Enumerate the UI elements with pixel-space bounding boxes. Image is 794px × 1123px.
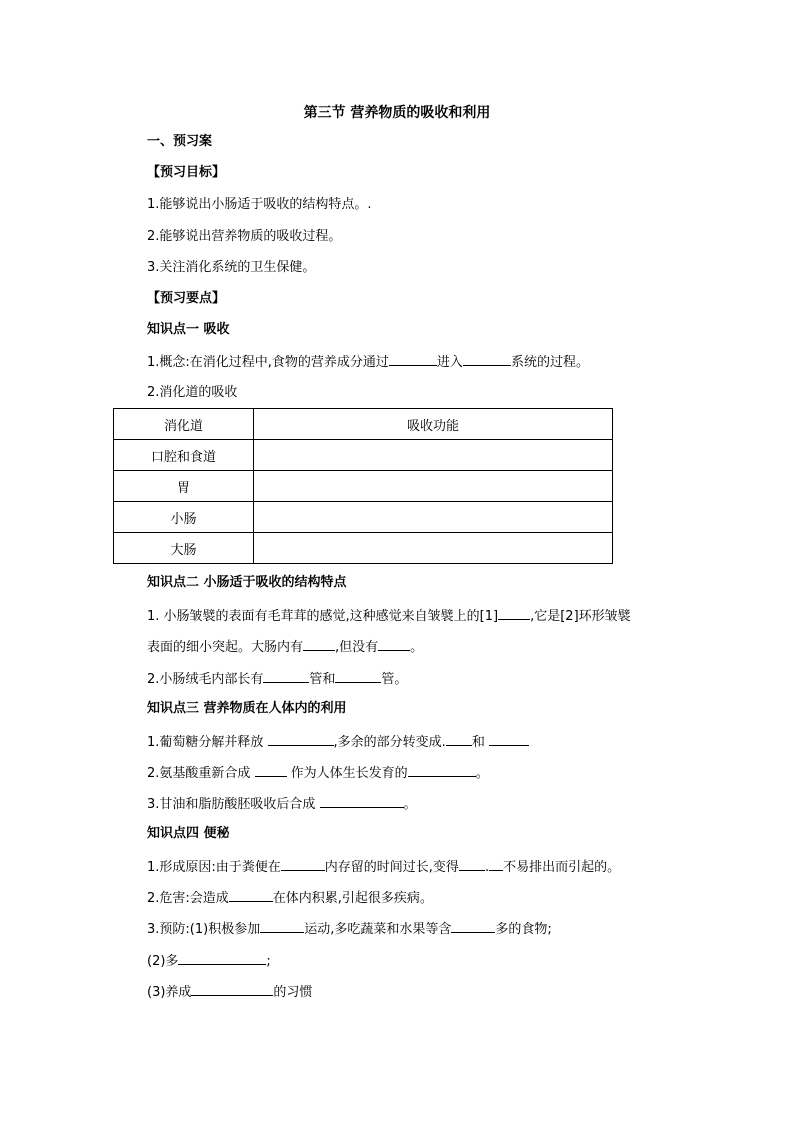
table-header-cell: 吸收功能 <box>254 409 613 440</box>
table-row <box>114 440 613 471</box>
fill-blank[interactable] <box>255 764 287 777</box>
text-segment: 内存留的时间过长,变得 <box>324 860 459 875</box>
fill-blank[interactable] <box>489 858 503 871</box>
text-segment: 和 <box>471 735 489 750</box>
fill-blank[interactable] <box>446 733 472 746</box>
text-line <box>147 889 433 907</box>
text-segment: ; <box>266 954 271 969</box>
text-segment: 不易排出而引起的。 <box>503 860 621 875</box>
text-line <box>147 858 620 876</box>
table-row <box>114 471 613 502</box>
goals-heading: 【预习目标】 <box>147 165 226 180</box>
text-segment: ,多余的部分转变成. <box>333 735 446 750</box>
text-segment: ,但没有 <box>335 640 379 655</box>
fill-blank[interactable] <box>335 670 381 683</box>
text-segment: 管和 <box>309 672 336 687</box>
table-cell: 口腔和食道 <box>114 440 254 471</box>
page-title: 第三节 营养物质的吸收和利用 <box>303 105 491 121</box>
table-cell: 小肠 <box>114 502 254 533</box>
fill-blank[interactable] <box>229 889 273 902</box>
fill-blank[interactable] <box>459 858 485 871</box>
text-segment: 。 <box>403 797 417 812</box>
fill-blank[interactable] <box>489 733 529 746</box>
text-segment: ,它是[2]环形皱襞 <box>530 609 631 624</box>
fill-blank[interactable] <box>178 952 266 965</box>
text-segment: 。 <box>410 640 424 655</box>
text-line <box>147 952 271 970</box>
text-segment: 在体内积累,引起很多疾病。 <box>272 891 433 906</box>
text-line <box>147 638 423 656</box>
absorption-table <box>113 408 613 564</box>
text-segment: 管。 <box>381 672 408 687</box>
text-line <box>147 733 529 751</box>
concept-line <box>147 353 589 371</box>
text-segment: (2)多 <box>147 954 179 969</box>
knowledge-point-4-heading: 知识点四 便秘 <box>147 826 230 841</box>
table-cell-blank[interactable] <box>254 471 613 502</box>
concept-text: 1.概念:在消化过程中,食物的营养成分通过 <box>147 355 389 370</box>
text-segment: 2.危害:会造成 <box>147 891 229 906</box>
table-cell: 胃 <box>114 471 254 502</box>
concept-text: 系统的过程。 <box>510 355 589 370</box>
knowledge-point-3-heading: 知识点三 营养物质在人体内的利用 <box>147 701 347 716</box>
fill-blank[interactable] <box>303 638 335 651</box>
table-row <box>114 533 613 564</box>
fill-blank[interactable] <box>408 764 476 777</box>
fill-blank[interactable] <box>263 670 309 683</box>
text-segment: 的习惯 <box>273 985 313 1000</box>
goal-item: 1.能够说出小肠适于吸收的结构特点。. <box>147 197 372 212</box>
table-cell-blank[interactable] <box>254 440 613 471</box>
fill-blank[interactable] <box>389 353 437 366</box>
text-segment: 运动,多吃蔬菜和水果等含 <box>304 922 452 937</box>
text-segment: 2.小肠绒毛内部长有 <box>147 672 264 687</box>
fill-blank[interactable] <box>463 353 511 366</box>
text-line <box>147 983 312 1001</box>
text-segment: 2.氨基酸重新合成 <box>147 766 255 781</box>
fill-blank[interactable] <box>281 858 325 871</box>
table-header-cell: 消化道 <box>114 409 254 440</box>
text-segment: 表面的细小突起。大肠内有 <box>147 640 304 655</box>
text-line <box>147 764 489 782</box>
text-line <box>147 920 552 938</box>
table-row <box>114 502 613 533</box>
text-segment: . <box>484 860 490 875</box>
knowledge-point-2-heading: 知识点二 小肠适于吸收的结构特点 <box>147 575 347 590</box>
text-segment: 3.甘油和脂肪酸胚吸收后合成 <box>147 797 320 812</box>
table-caption: 2.消化道的吸收 <box>147 385 238 400</box>
text-line <box>147 795 417 813</box>
fill-blank[interactable] <box>378 638 410 651</box>
concept-text: 进入 <box>436 355 463 370</box>
fill-blank[interactable] <box>260 920 304 933</box>
table-header-row <box>114 409 613 440</box>
fill-blank[interactable] <box>268 733 334 746</box>
text-line <box>147 607 631 625</box>
fill-blank[interactable] <box>191 983 273 996</box>
text-segment: 多的食物; <box>495 922 552 937</box>
text-segment: 作为人体生长发育的 <box>286 766 408 781</box>
section-heading: 一、预习案 <box>147 134 213 149</box>
text-line <box>147 670 407 688</box>
table-cell: 大肠 <box>114 533 254 564</box>
text-segment: 1. 小肠皱襞的表面有毛茸茸的感觉,这种感觉来自皱襞上的[1] <box>147 609 499 624</box>
text-segment: 1.葡萄糖分解并释放 <box>147 735 268 750</box>
points-heading: 【预习要点】 <box>147 291 226 306</box>
fill-blank[interactable] <box>498 607 530 620</box>
knowledge-point-1-heading: 知识点一 吸收 <box>147 322 230 337</box>
text-segment: 1.形成原因:由于粪便在 <box>147 860 281 875</box>
text-segment: 。 <box>475 766 489 781</box>
table-cell-blank[interactable] <box>254 502 613 533</box>
goal-item: 2.能够说出营养物质的吸收过程。 <box>147 229 342 244</box>
fill-blank[interactable] <box>451 920 495 933</box>
table-cell-blank[interactable] <box>254 533 613 564</box>
text-segment: (3)养成 <box>147 985 192 1000</box>
goal-item: 3.关注消化系统的卫生保健。 <box>147 260 316 275</box>
fill-blank[interactable] <box>320 795 404 808</box>
text-segment: 3.预防:(1)积极参加 <box>147 922 261 937</box>
